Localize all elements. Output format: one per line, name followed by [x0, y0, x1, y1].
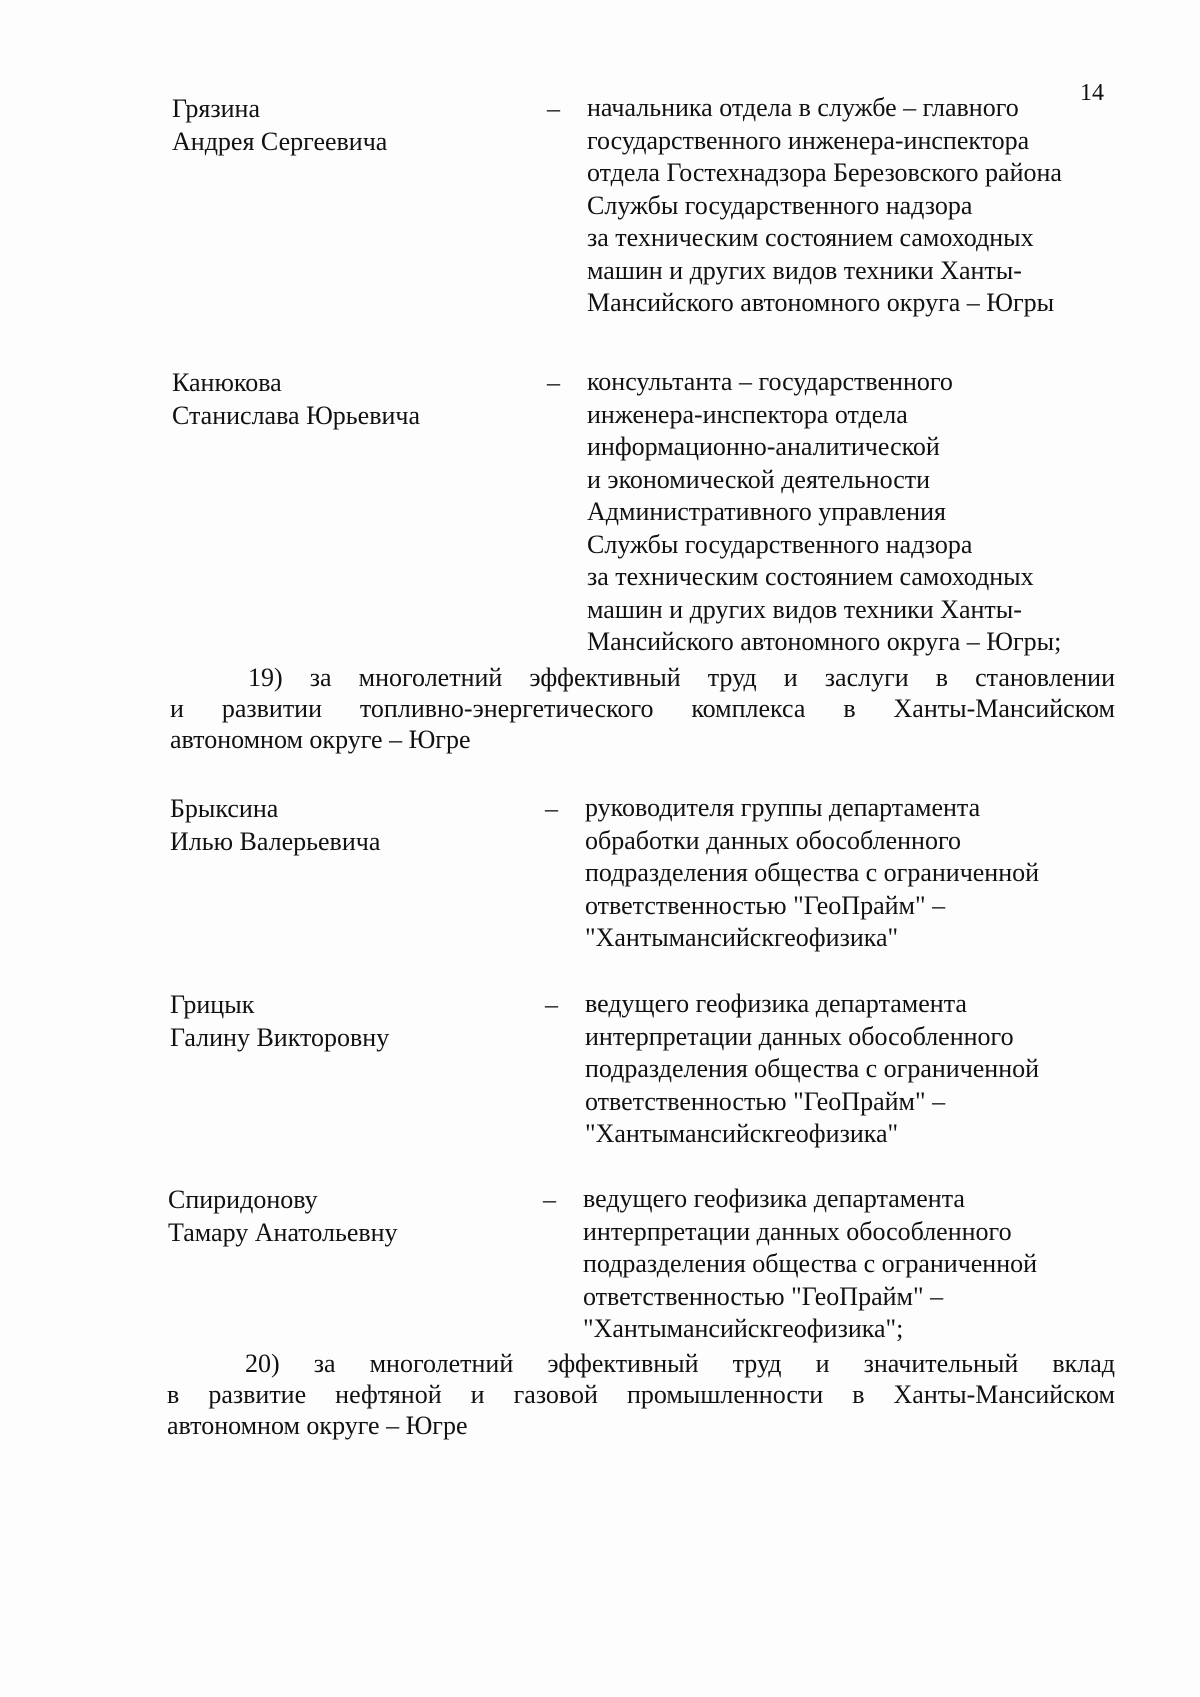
description-line: начальника отдела в службе – главного	[587, 93, 1019, 122]
dash-separator: –	[545, 990, 558, 1019]
position-description	[585, 988, 1125, 1151]
description-line: за техническим состоянием самоходных	[587, 562, 1034, 591]
dash-separator: –	[543, 1185, 556, 1214]
description-line: информационно-аналитической	[587, 432, 940, 461]
position-description	[583, 1183, 1123, 1346]
description-line: Службы государственного надзора	[587, 190, 973, 220]
paragraph-line: 20) за многолетний эффективный труд и значительный вклад	[245, 1349, 1115, 1378]
description-line: ведущего геофизика департамента	[585, 989, 967, 1018]
description-line: "Хантымансийскгеофизика"	[585, 923, 899, 952]
dash-separator: –	[547, 368, 560, 397]
description-line: отдела Гостехнадзора Березовского района	[587, 158, 1062, 187]
person-name	[172, 92, 532, 158]
description-line: машин и других видов техники Ханты-	[587, 594, 1022, 624]
paragraph-line: в развитие нефтяной и газовой промышленности в Ханты-Мансийском	[167, 1380, 1115, 1409]
surname: Канюкова	[172, 368, 282, 397]
paragraph-line: и развитии топливно-энергетического комплекса в Ханты-Мансийском	[170, 694, 1115, 723]
description-line: ответственностью "ГеоПрайм" –	[585, 890, 946, 920]
description-line: интерпретации данных обособленного	[585, 1021, 1014, 1051]
description-line: Службы государственного надзора	[587, 529, 973, 559]
description-line: за техническим состоянием самоходных	[587, 223, 1034, 252]
description-line: консультанта – государственного	[587, 367, 953, 396]
description-line: подразделения общества с ограниченной	[585, 1054, 1040, 1083]
person-name	[170, 988, 530, 1054]
section-heading-19	[170, 662, 1115, 755]
section-heading-20	[167, 1348, 1115, 1441]
given-names: Тамару Анатольевну	[168, 1218, 398, 1247]
description-line: Мансийского автономного округа – Югры	[587, 288, 1055, 317]
description-line: ответственностью "ГеоПрайм" –	[583, 1281, 944, 1311]
person-name	[172, 366, 532, 432]
description-line: Административного управления	[587, 497, 946, 526]
description-line: "Хантымансийскгеофизика";	[583, 1314, 904, 1343]
description-line: интерпретации данных обособленного	[583, 1216, 1012, 1246]
description-line: инженера-инспектора отдела	[587, 399, 908, 429]
given-names: Андрея Сергеевича	[172, 127, 388, 156]
description-line: подразделения общества с ограниченной	[585, 858, 1040, 887]
page-number: 14	[1080, 80, 1104, 106]
description-line: руководителя группы департамента	[585, 793, 981, 822]
surname: Грязина	[172, 94, 260, 123]
surname: Грицык	[170, 990, 255, 1019]
description-line: ведущего геофизика департамента	[583, 1184, 965, 1213]
description-line: "Хантымансийскгеофизика"	[585, 1119, 899, 1148]
description-line: и экономической деятельности	[587, 464, 931, 494]
description-line: ответственностью "ГеоПрайм" –	[585, 1086, 946, 1116]
paragraph-line: 19) за многолетний эффективный труд и заслуги в становлении	[248, 663, 1115, 692]
position-description	[587, 92, 1127, 320]
description-line: Мансийского автономного округа – Югры;	[587, 627, 1062, 656]
given-names: Галину Викторовну	[170, 1023, 390, 1052]
person-name	[170, 792, 530, 858]
surname: Спиридонову	[168, 1185, 318, 1214]
person-name	[168, 1183, 528, 1249]
description-line: государственного инженера-инспектора	[587, 125, 1030, 155]
position-description	[587, 366, 1127, 659]
description-line: обработки данных обособленного	[585, 825, 961, 855]
surname: Брыксина	[170, 794, 279, 823]
dash-separator: –	[547, 94, 560, 123]
given-names: Станислава Юрьевича	[172, 401, 421, 430]
position-description	[585, 792, 1125, 955]
given-names: Илью Валерьевича	[170, 827, 381, 856]
paragraph-line: автономном округе – Югре	[170, 725, 471, 754]
description-line: машин и других видов техники Ханты-	[587, 255, 1022, 285]
dash-separator: –	[545, 794, 558, 823]
description-line: подразделения общества с ограниченной	[583, 1249, 1038, 1278]
paragraph-line: автономном округе – Югре	[167, 1411, 468, 1440]
